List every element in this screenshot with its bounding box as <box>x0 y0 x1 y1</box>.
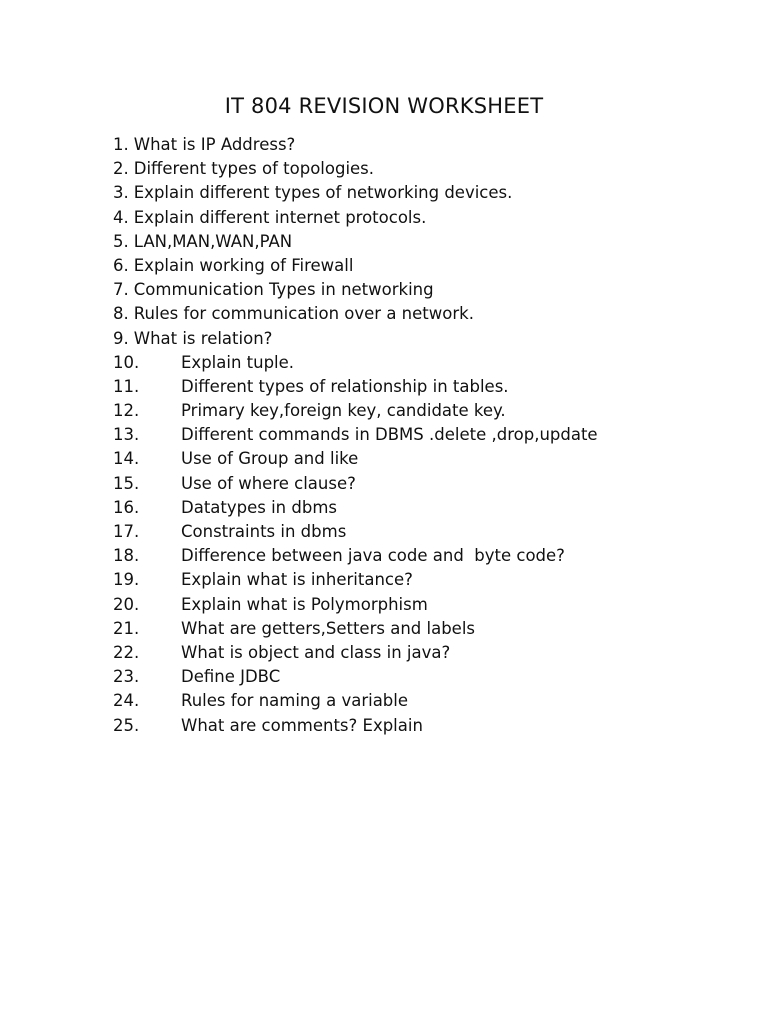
question-text: Difference between java code and byte code? <box>181 546 565 566</box>
question-text: Datatypes in dbms <box>181 497 338 517</box>
question-text: Explain working of Firewall <box>133 255 354 275</box>
question-text: Different types of topologies. <box>133 159 375 179</box>
question-number: 19. <box>113 570 140 590</box>
question-text: What is IP Address? <box>133 135 296 154</box>
question-text: Primary key,foreign key, candidate key. <box>181 401 506 421</box>
question-number: 6. <box>113 255 129 275</box>
question-item <box>113 302 713 326</box>
question-number: 13. <box>113 425 140 445</box>
question-number: 7. <box>113 280 129 300</box>
question-item <box>113 714 713 738</box>
question-item <box>113 181 713 205</box>
question-item <box>113 568 713 592</box>
question-number: 11. <box>113 376 140 396</box>
question-text: Explain what is Polymorphism <box>181 594 428 614</box>
question-item <box>113 496 713 520</box>
question-text: Different commands in DBMS .delete ,drop,update <box>181 425 598 445</box>
question-number: 1. <box>113 135 129 154</box>
question-text: Define JDBC <box>181 667 281 687</box>
question-number: 21. <box>113 618 140 638</box>
question-list <box>113 133 713 738</box>
question-number: 20. <box>113 594 140 614</box>
question-item <box>113 617 713 641</box>
question-item <box>113 351 713 375</box>
question-number: 23. <box>113 667 140 687</box>
question-text: Explain different internet protocols. <box>133 207 427 227</box>
question-item <box>113 593 713 617</box>
question-text: What are comments? Explain <box>181 715 423 735</box>
question-number: 9. <box>113 328 129 348</box>
question-item <box>113 689 713 713</box>
question-number: 14. <box>113 449 140 469</box>
question-text: Explain what is inheritance? <box>181 570 413 590</box>
question-item <box>113 447 713 471</box>
question-number: 5. <box>113 231 129 251</box>
question-number: 12. <box>113 401 140 421</box>
question-text: What are getters,Setters and labels <box>181 618 475 638</box>
question-number: 16. <box>113 497 140 517</box>
question-item <box>113 133 713 157</box>
question-text: LAN,MAN,WAN,PAN <box>133 231 293 251</box>
question-item <box>113 423 713 447</box>
question-number: 4. <box>113 207 129 227</box>
page-title: IT 804 REVISION WORKSHEET <box>224 94 544 118</box>
question-item <box>113 254 713 278</box>
question-number: 22. <box>113 642 140 662</box>
question-item <box>113 278 713 302</box>
question-number: 2. <box>113 159 129 179</box>
question-item <box>113 520 713 544</box>
question-number: 15. <box>113 473 140 493</box>
question-number: 24. <box>113 691 140 711</box>
question-text: Rules for communication over a network. <box>133 304 474 324</box>
question-item <box>113 665 713 689</box>
question-text: What is relation? <box>133 328 273 348</box>
question-number: 3. <box>113 183 129 203</box>
question-number: 8. <box>113 304 129 324</box>
question-item <box>113 641 713 665</box>
question-item <box>113 206 713 230</box>
question-item <box>113 157 713 181</box>
question-number: 17. <box>113 522 140 541</box>
question-text: Use of Group and like <box>181 449 359 469</box>
question-text: What is object and class in java? <box>181 642 451 662</box>
question-item <box>113 544 713 568</box>
question-text: Different types of relationship in tables. <box>181 376 509 396</box>
question-text: Communication Types in networking <box>133 280 434 300</box>
question-item <box>113 375 713 399</box>
question-item <box>113 399 713 423</box>
question-text: Explain different types of networking devices. <box>133 183 513 203</box>
question-item <box>113 230 713 254</box>
question-item <box>113 327 713 351</box>
question-text: Use of where clause? <box>181 473 356 493</box>
question-item <box>113 472 713 496</box>
question-text: Explain tuple. <box>181 352 295 372</box>
question-text: Constraints in dbms <box>181 522 347 541</box>
question-text: Rules for naming a variable <box>181 691 409 711</box>
question-number: 25. <box>113 715 140 735</box>
question-number: 18. <box>113 546 140 566</box>
question-number: 10. <box>113 352 140 372</box>
